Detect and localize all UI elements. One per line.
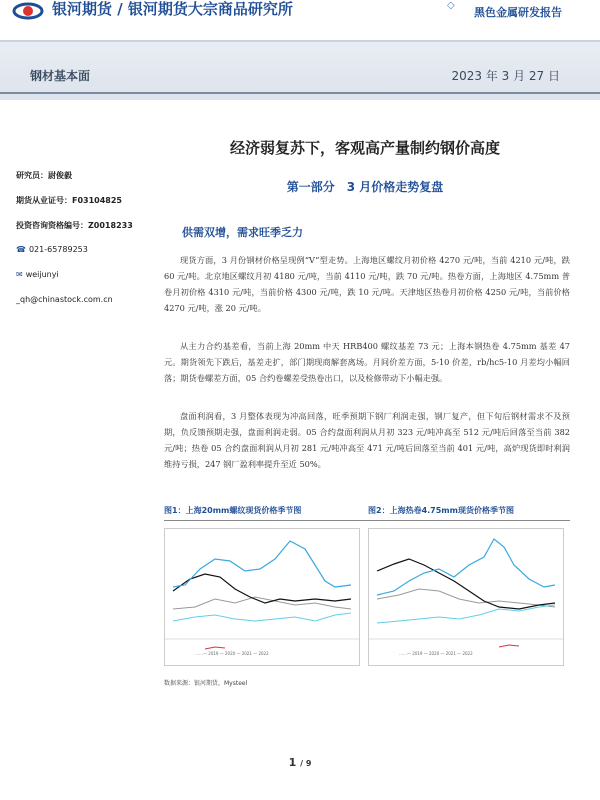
hrc-seasonal-chart (368, 528, 564, 666)
diamond-icon: ◇ (447, 0, 455, 11)
phone-icon: ☎ (16, 245, 26, 254)
section-heading: 供需双增，需求旺季乏力 (182, 226, 303, 239)
page-total: 9 (305, 759, 312, 768)
figure1-caption: 图1：上海20mm螺纹现货价格季节图 (164, 506, 302, 515)
mail-icon: ✉ (16, 270, 23, 279)
page-current: 1 (288, 756, 297, 769)
report-date: 2023 年 3 月 27 日 (451, 69, 560, 83)
wechat-row (16, 270, 156, 295)
chart1-series-red (205, 647, 225, 649)
chart2-series-red (499, 645, 519, 647)
rebar-seasonal-chart (164, 528, 360, 666)
svg-text:……— 2019 — 2020 — 2021 — 2022: ……— 2019 — 2020 — 2021 — 2022 (399, 651, 473, 656)
researcher-name: 尉俊毅 (48, 171, 72, 180)
phone-row (16, 245, 156, 270)
section-label: 钢材基本面 (30, 69, 91, 83)
page-number: 1 / 9 (288, 756, 312, 769)
email-row[interactable] (16, 295, 156, 320)
caption-rule (164, 520, 570, 521)
email[interactable]: _qh@chinastock.com.cn (16, 295, 113, 304)
chart1-series-grey (173, 597, 351, 609)
header-band (0, 40, 600, 100)
svg-text:……— 2019 — 2020 — 2021 — 2022: ……— 2019 — 2020 — 2021 — 2022 (195, 651, 269, 656)
researcher-label: 研究员： (16, 171, 48, 180)
brand-name: 银河期货 / 银河期货大宗商品研究所 (52, 0, 293, 18)
galaxy-logo-icon (10, 0, 46, 22)
report-type: 黑色金属研发报告 (474, 6, 562, 19)
page-title: 经济弱复苏下，客观高产量制约钢价高度 (229, 139, 500, 157)
wechat: weijunyi (25, 270, 59, 279)
chart1-series-cyan (173, 613, 351, 621)
chart2-series-blue (377, 539, 555, 595)
consult-cert: 投资咨询资格编号：Z0018233 (16, 221, 133, 230)
futures-cert: 期货从业证号：F03104825 (16, 196, 122, 205)
top-bar (0, 0, 600, 40)
author-sidebar (16, 170, 156, 320)
figure2-caption: 图2：上海热卷4.75mm现货价格季节图 (368, 506, 514, 515)
data-source: 数据来源：银河期货，Mysteel (164, 680, 248, 687)
divider (0, 92, 600, 94)
paragraph-profit: 盘面利润看，3 月整体表现为冲高回落，旺季预期下钢厂利润走强，钢厂复产，但下旬后钢材需求不及预期，负反馈预期走强，盘面利润走弱。05 合约盘面利润从月初 323 元/吨冲高至 512 元/吨后回落至当前 382 元/吨；热卷 05 合约盘面利润从月初 281 元/吨冲高至 471 元/吨后回落至当前 401 元/吨，高炉现货即时利润维持亏损，247 钢厂盈利率提升至近 50%。 (164, 411, 570, 469)
researcher-row (16, 170, 156, 195)
paragraph-basis: 从主力合约基差看，当前上海 20mm 中天 HRB400 螺纹基差 73 元；上海本钢热卷 4.75mm 基差 47 元。期货领先下跌后，基差走扩，部门期现商解套离场。月间价差方面，5-10 价差，rb/hc5-10 月差均小幅回落；期货卷螺差方面，05 合约卷螺差受热卷出口，以及检修带动下小幅走强。 (164, 341, 570, 383)
paragraph-spot: 现货方面，3 月份钢材价格呈现例“V”型走势。上海地区螺纹月初价格 4270 元/吨，当前 4210 元/吨，跌 60 元/吨。北京地区螺纹月初 4180 元/吨，当前 4110 元/吨，跌 70 元/吨。热卷方面，上海地区 4.75mm 普卷月初价格 4310 元/吨，当前价格 4300 元/吨，跌 10 元/吨。天津地区热卷月初价格 4250 元/吨，当前价格 4270 元/吨，涨 20 元/吨。 (164, 255, 570, 313)
chart1-series-blue (173, 541, 351, 587)
page-subtitle: 第一部分 3 月价格走势复盘 (286, 180, 444, 194)
chart2-series-grey (377, 589, 555, 607)
phone: 021-65789253 (28, 245, 88, 254)
